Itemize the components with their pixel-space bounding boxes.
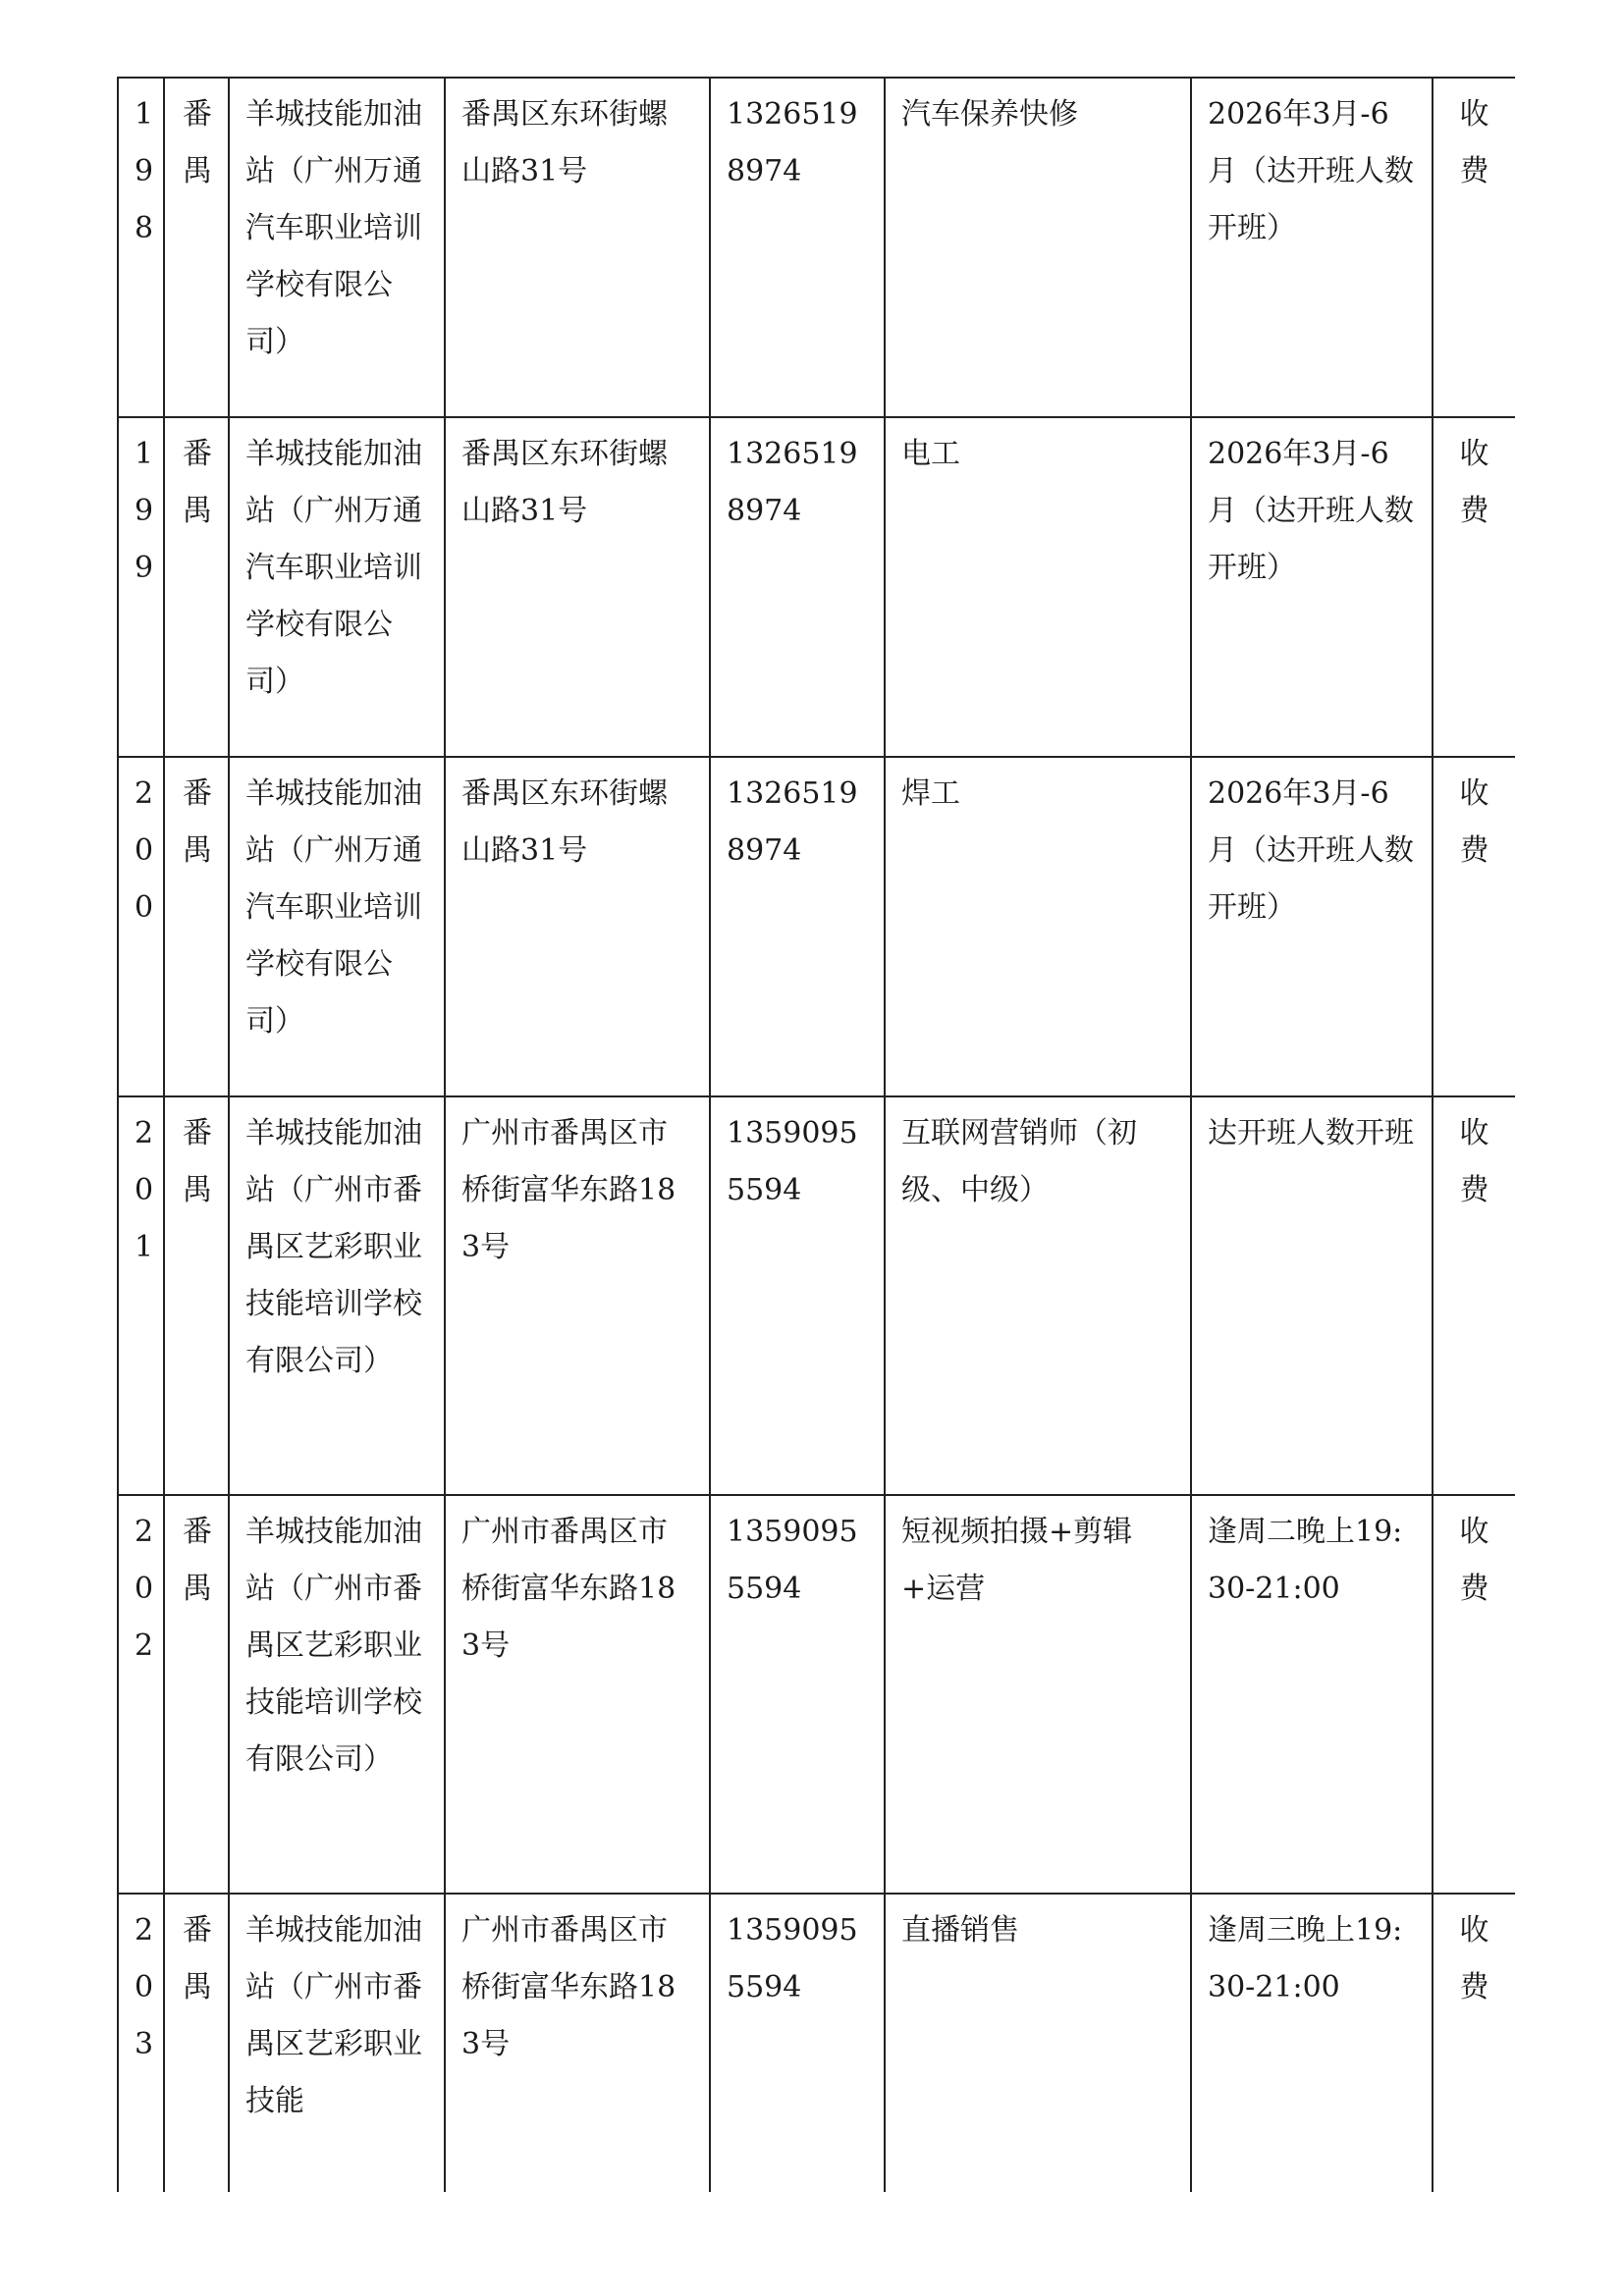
phone-number: 13265198974 — [727, 776, 858, 868]
row-number: 203 — [135, 1913, 154, 2061]
schedule-cell — [1191, 1096, 1433, 1495]
fee-cell — [1433, 1495, 1515, 1894]
phone-cell — [710, 757, 885, 1096]
schedule: 2026年3月-6月（达开班人数开班） — [1208, 776, 1414, 925]
course-name: 互联网营销师（初级、中级） — [901, 1116, 1137, 1207]
table-row — [118, 1894, 1515, 2192]
address: 番禺区东环街螺山路31号 — [461, 97, 668, 188]
fee-cell — [1433, 1096, 1515, 1495]
address: 广州市番禺区市桥街富华东路183号 — [461, 1515, 676, 1663]
phone-cell — [710, 1894, 885, 2192]
row-number-cell — [118, 78, 164, 417]
address: 广州市番禺区市桥街富华东路183号 — [461, 1116, 676, 1264]
fee-type: 收费 — [1459, 437, 1489, 528]
fee-type: 收费 — [1459, 1116, 1489, 1207]
address-cell — [445, 1096, 710, 1495]
schedule-cell — [1191, 757, 1433, 1096]
phone-cell — [710, 1495, 885, 1894]
fee-cell — [1433, 757, 1515, 1096]
district: 番禺 — [183, 1515, 212, 1606]
district-cell — [164, 1894, 229, 2192]
row-number: 198 — [135, 97, 154, 245]
address: 广州市番禺区市桥街富华东路183号 — [461, 1913, 676, 2061]
table-body — [118, 78, 1515, 2192]
address-cell — [445, 417, 710, 757]
institution-cell — [229, 757, 445, 1096]
schedule: 达开班人数开班 — [1208, 1116, 1414, 1150]
schedule: 逢周三晚上19:30-21:00 — [1208, 1913, 1403, 2004]
course-cell — [885, 1894, 1191, 2192]
district-cell — [164, 1096, 229, 1495]
institution-name: 羊城技能加油站（广州万通汽车职业培训学校有限公司） — [245, 776, 422, 1039]
course-name: 短视频拍摄+剪辑+运营 — [901, 1515, 1133, 1606]
fee-type: 收费 — [1459, 776, 1489, 868]
district: 番禺 — [183, 776, 212, 868]
institution-name: 羊城技能加油站（广州万通汽车职业培训学校有限公司） — [245, 437, 422, 699]
address-cell — [445, 757, 710, 1096]
address: 番禺区东环街螺山路31号 — [461, 776, 668, 868]
fee-type: 收费 — [1459, 1515, 1489, 1606]
address-cell — [445, 1894, 710, 2192]
course-name: 直播销售 — [901, 1913, 1019, 1948]
row-number: 199 — [135, 437, 154, 585]
course-name: 焊工 — [901, 776, 960, 811]
row-number-cell — [118, 1495, 164, 1894]
phone-number: 13265198974 — [727, 97, 858, 188]
institution-cell — [229, 1894, 445, 2192]
address: 番禺区东环街螺山路31号 — [461, 437, 668, 528]
schedule: 逢周二晚上19:30-21:00 — [1208, 1515, 1403, 1606]
course-cell — [885, 1495, 1191, 1894]
course-name: 汽车保养快修 — [901, 97, 1078, 132]
course-name: 电工 — [901, 437, 960, 471]
schedule-cell — [1191, 1495, 1433, 1894]
fee-cell — [1433, 1894, 1515, 2192]
table-row — [118, 1096, 1515, 1495]
table-container — [117, 77, 1515, 2192]
fee-type: 收费 — [1459, 1913, 1489, 2004]
phone-cell — [710, 78, 885, 417]
institution-name: 羊城技能加油站（广州市番禺区艺彩职业技能 — [245, 1913, 422, 2118]
fee-cell — [1433, 78, 1515, 417]
institution-cell — [229, 1495, 445, 1894]
table-row — [118, 757, 1515, 1096]
district: 番禺 — [183, 1116, 212, 1207]
phone-number: 13590955594 — [727, 1515, 858, 1606]
course-cell — [885, 1096, 1191, 1495]
schedule-cell — [1191, 417, 1433, 757]
institution-name: 羊城技能加油站（广州市番禺区艺彩职业技能培训学校有限公司） — [245, 1116, 422, 1378]
row-number: 202 — [135, 1515, 154, 1663]
institution-cell — [229, 417, 445, 757]
fee-type: 收费 — [1459, 97, 1489, 188]
schedule: 2026年3月-6月（达开班人数开班） — [1208, 437, 1414, 585]
district: 番禺 — [183, 437, 212, 528]
row-number-cell — [118, 757, 164, 1096]
table-row — [118, 1495, 1515, 1894]
address-cell — [445, 1495, 710, 1894]
course-cell — [885, 417, 1191, 757]
training-course-table — [117, 77, 1515, 2192]
phone-cell — [710, 417, 885, 757]
institution-name: 羊城技能加油站（广州市番禺区艺彩职业技能培训学校有限公司） — [245, 1515, 422, 1777]
institution-cell — [229, 78, 445, 417]
district-cell — [164, 417, 229, 757]
table-row — [118, 78, 1515, 417]
row-number-cell — [118, 417, 164, 757]
district: 番禺 — [183, 1913, 212, 2004]
institution-name: 羊城技能加油站（广州万通汽车职业培训学校有限公司） — [245, 97, 422, 359]
schedule: 2026年3月-6月（达开班人数开班） — [1208, 97, 1414, 245]
course-cell — [885, 757, 1191, 1096]
row-number: 200 — [135, 776, 154, 925]
table-row — [118, 417, 1515, 757]
row-number-cell — [118, 1894, 164, 2192]
row-number: 201 — [135, 1116, 154, 1264]
schedule-cell — [1191, 78, 1433, 417]
phone-cell — [710, 1096, 885, 1495]
address-cell — [445, 78, 710, 417]
district-cell — [164, 1495, 229, 1894]
phone-number: 13590955594 — [727, 1116, 858, 1207]
schedule-cell — [1191, 1894, 1433, 2192]
institution-cell — [229, 1096, 445, 1495]
row-number-cell — [118, 1096, 164, 1495]
district: 番禺 — [183, 97, 212, 188]
district-cell — [164, 78, 229, 417]
course-cell — [885, 78, 1191, 417]
phone-number: 13590955594 — [727, 1913, 858, 2004]
phone-number: 13265198974 — [727, 437, 858, 528]
district-cell — [164, 757, 229, 1096]
fee-cell — [1433, 417, 1515, 757]
